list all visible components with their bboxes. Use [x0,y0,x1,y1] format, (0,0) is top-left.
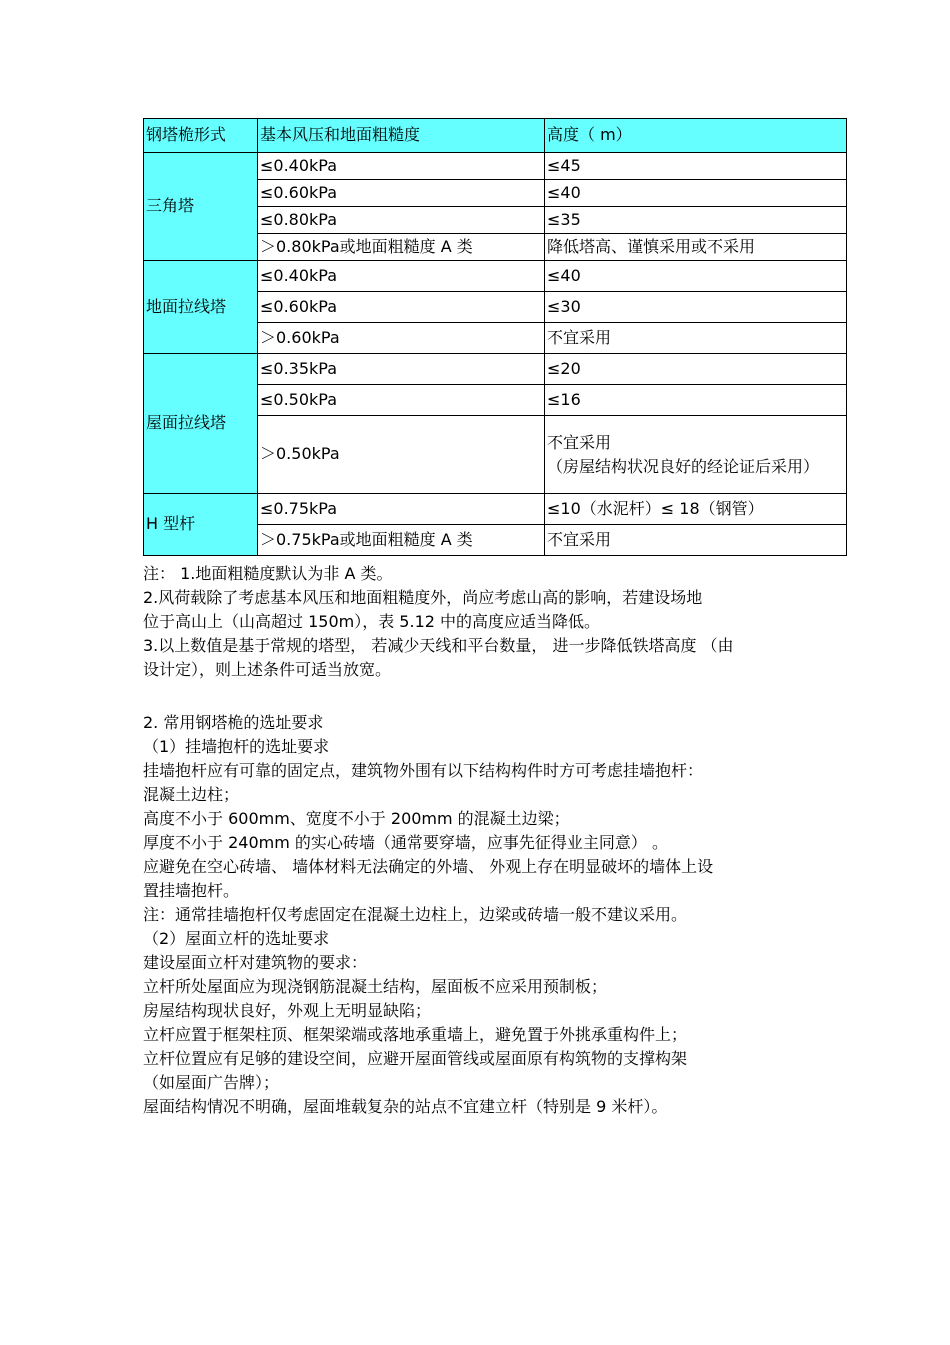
body-line: 厚度不小于 240mm 的实心砖墙（通常要穿墙，应事先征得业主同意） 。 [143,833,668,852]
pressure-cell: ≤0.35kPa [258,354,545,385]
subsection-heading: （2）屋面立杆的选址要求 [143,929,330,948]
body-line: 注：通常挂墙抱杆仅考虑固定在混凝土边柱上，边梁或砖墙一般不建议采用。 [143,905,688,924]
note-line: 位于高山上（山高超过 150m），表 5.12 中的高度应适当降低。 [143,612,601,631]
pressure-cell: ≤0.75kPa [258,494,545,525]
height-cell: 不宜采用 [545,323,847,354]
note-line: 3.以上数值是基于常规的塔型， 若减少天线和平台数量， 进一步降低铁塔高度 （由 [143,636,734,655]
height-cell: ≤45 [545,153,847,180]
tower-type-cell: H 型杆 [144,494,258,556]
pressure-cell: ＞0.50kPa [258,416,545,494]
height-cell: ≤10（水泥杆）≤ 18（钢管） [545,494,847,525]
table-row [144,494,847,525]
body-line: 混凝土边柱； [143,785,240,804]
table-row [144,153,847,180]
pressure-cell: ＞0.60kPa [258,323,545,354]
pressure-cell: ＞0.80kPa或地面粗糙度 A 类 [258,234,545,261]
pressure-cell: ≤0.80kPa [258,207,545,234]
tower-type-cell: 三角塔 [144,153,258,261]
body-line: 房屋结构现状良好，外观上无明显缺陷； [143,1001,432,1020]
pressure-cell: ＞0.75kPa或地面粗糙度 A 类 [258,525,545,556]
height-cell: ≤16 [545,385,847,416]
header-tower-type: 钢塔桅形式 [144,119,258,153]
height-cell: ≤30 [545,292,847,323]
body-line: 挂墙抱杆应有可靠的固定点，建筑物外围有以下结构构件时方可考虑挂墙抱杆： [143,761,704,780]
height-cell: ≤40 [545,261,847,292]
height-cell: 降低塔高、谨慎采用或不采用 [545,234,847,261]
body-line: 高度不小于 600mm、宽度不小于 200mm 的混凝土边梁； [143,809,570,828]
pressure-cell: ≤0.60kPa [258,292,545,323]
height-cell: 不宜采用 （房屋结构状况良好的经论证后采用） [545,416,847,494]
tower-type-cell: 屋面拉线塔 [144,354,258,494]
body-line: 屋面结构情况不明确，屋面堆载复杂的站点不宜建立杆（特别是 9 米杆）。 [143,1097,668,1116]
site-selection-section [143,711,843,1119]
table-notes [143,562,843,682]
note-line: 注： 1.地面粗糙度默认为非 A 类。 [143,564,393,583]
height-cell: ≤35 [545,207,847,234]
tower-spec-table [143,118,847,556]
table-row [144,261,847,292]
table-header-row [144,119,847,153]
body-line: （如屋面广告牌）； [143,1073,280,1092]
note-line: 2.风荷载除了考虑基本风压和地面粗糙度外，尚应考虑山高的影响，若建设场地 [143,588,703,607]
tower-type-cell: 地面拉线塔 [144,261,258,354]
body-line: 建设屋面立杆对建筑物的要求： [143,953,368,972]
body-line: 立杆位置应有足够的建设空间，应避开屋面管线或屋面原有构筑物的支撑构架 [143,1049,688,1068]
pressure-cell: ≤0.40kPa [258,261,545,292]
table-row [144,354,847,385]
height-cell: 不宜采用 [545,525,847,556]
pressure-cell: ≤0.50kPa [258,385,545,416]
header-wind-pressure: 基本风压和地面粗糙度 [258,119,545,153]
body-line: 置挂墙抱杆。 [143,881,240,900]
height-cell: ≤20 [545,354,847,385]
note-line: 设计定），则上述条件可适当放宽。 [143,660,392,679]
header-height: 高度（ m） [545,119,847,153]
subsection-heading: （1）挂墙抱杆的选址要求 [143,737,330,756]
body-line: 立杆所处屋面应为现浇钢筋混凝土结构，屋面板不应采用预制板； [143,977,608,996]
pressure-cell: ≤0.40kPa [258,153,545,180]
section-heading: 2. 常用钢塔桅的选址要求 [143,713,324,732]
height-cell: ≤40 [545,180,847,207]
body-line: 立杆应置于框架柱顶、框架梁端或落地承重墙上，避免置于外挑承重构件上； [143,1025,688,1044]
body-line: 应避免在空心砖墙、 墙体材料无法确定的外墙、 外观上存在明显破坏的墙体上设 [143,857,714,876]
pressure-cell: ≤0.60kPa [258,180,545,207]
